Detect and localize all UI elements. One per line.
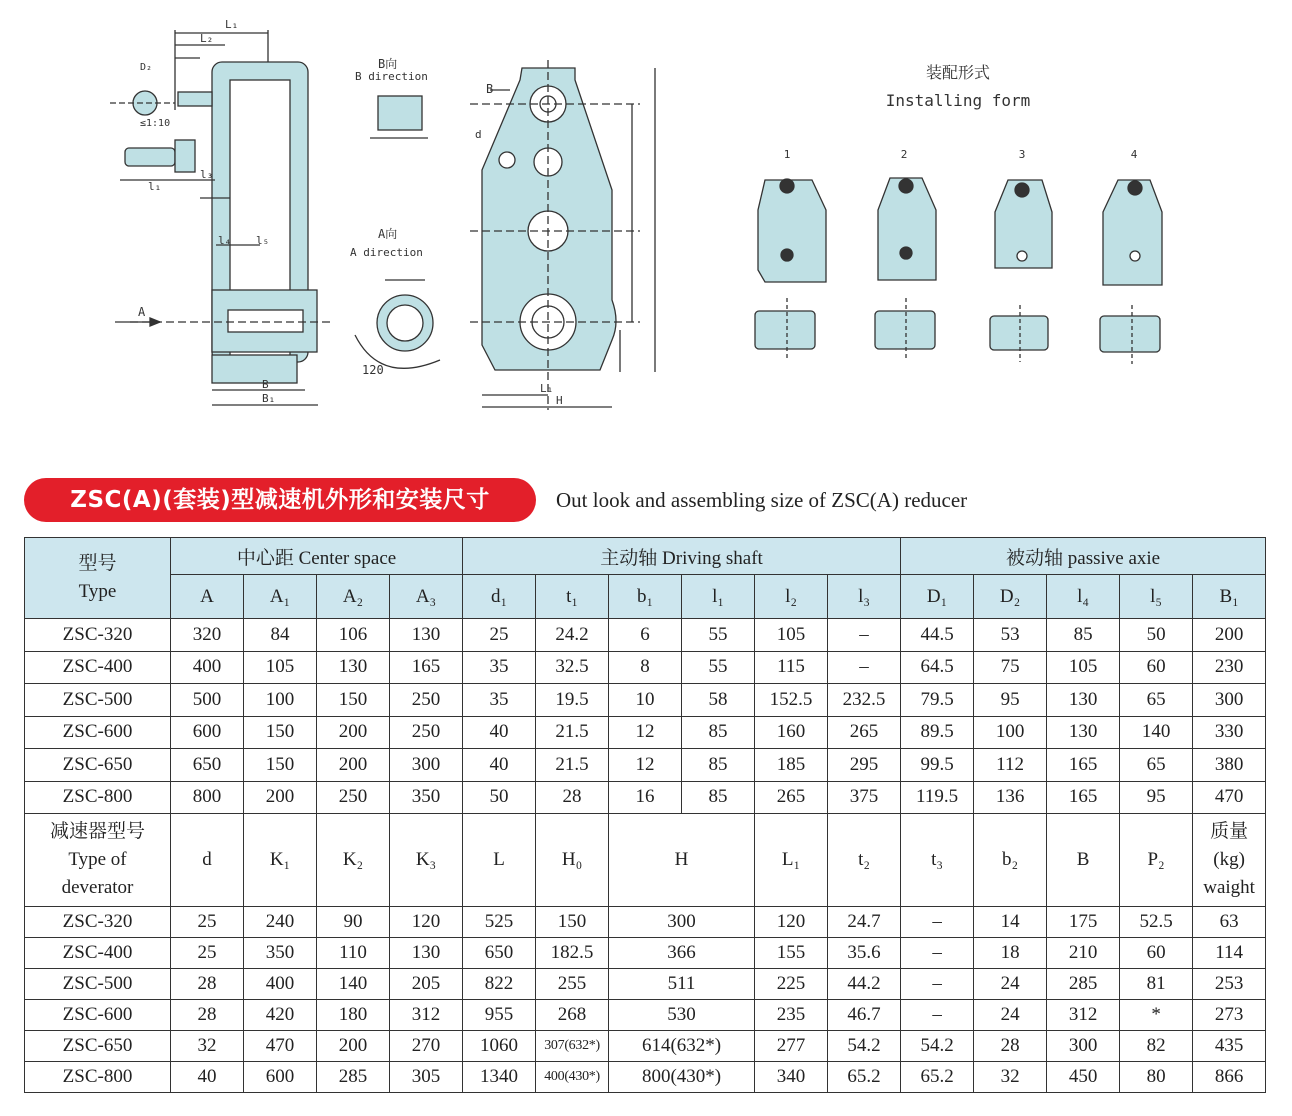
table-cell: 81 [1120, 969, 1193, 1000]
table-cell: 32 [171, 1031, 244, 1062]
table-cell: 85 [682, 749, 755, 782]
table-cell: 99.5 [901, 749, 974, 782]
table-cell: 52.5 [1120, 907, 1193, 938]
dimension-table [24, 537, 1266, 1093]
table-cell: 85 [682, 716, 755, 749]
table-cell: 105 [755, 619, 828, 652]
table-cell: 24.2 [536, 619, 609, 652]
svg-text:B: B [262, 378, 269, 391]
table-cell: * [1120, 1000, 1193, 1031]
table-cell: 130 [390, 619, 463, 652]
column-header: P₂ [1120, 814, 1193, 907]
table-cell: 65.2 [901, 1062, 974, 1093]
installing-form-2 [875, 178, 936, 360]
table-cell: 250 [390, 716, 463, 749]
table-cell: 64.5 [901, 651, 974, 684]
table-cell: 232.5 [828, 684, 901, 717]
table-cell: 330 [1193, 716, 1266, 749]
table-cell: 300 [1193, 684, 1266, 717]
table-cell: 400 [244, 969, 317, 1000]
table-cell: 175 [1047, 907, 1120, 938]
table-cell: 35.6 [828, 938, 901, 969]
column-header: b₁ [609, 575, 682, 619]
table-cell: 600 [171, 716, 244, 749]
table-cell: 18 [974, 938, 1047, 969]
table-cell: 84 [244, 619, 317, 652]
table-cell: 110 [317, 938, 390, 969]
column-header: K₂ [317, 814, 390, 907]
table-cell: ZSC-320 [25, 619, 171, 652]
table-cell: 40 [463, 716, 536, 749]
table-cell: 180 [317, 1000, 390, 1031]
table-cell: 400(430*) [536, 1062, 609, 1093]
column-header: t₂ [828, 814, 901, 907]
table-cell: 35 [463, 651, 536, 684]
column-header: A [171, 575, 244, 619]
table-row [25, 781, 1266, 814]
svg-text:l₅: l₅ [256, 234, 270, 247]
table-cell: 240 [244, 907, 317, 938]
table-cell: 136 [974, 781, 1047, 814]
column-header: b₂ [974, 814, 1047, 907]
svg-text:L₂: L₂ [200, 32, 214, 45]
table-cell: 32.5 [536, 651, 609, 684]
table-cell: 40 [463, 749, 536, 782]
table-cell: 100 [974, 716, 1047, 749]
table-cell: 150 [244, 716, 317, 749]
installing-form-4 [1100, 180, 1162, 364]
table-cell: 250 [317, 781, 390, 814]
table-cell: 155 [755, 938, 828, 969]
table-cell: 650 [463, 938, 536, 969]
table-cell: 350 [390, 781, 463, 814]
table-row [25, 1000, 1266, 1031]
table-cell: 65 [1120, 684, 1193, 717]
table-cell: 210 [1047, 938, 1120, 969]
table-cell: 50 [463, 781, 536, 814]
column-header: t₁ [536, 575, 609, 619]
b-direction-detail [370, 96, 428, 138]
table-cell: 115 [755, 651, 828, 684]
group-header-center-space: 中心距 Center space [171, 538, 463, 575]
section-title-banner: ZSC(A)(套装)型减速机外形和安装尺寸 [24, 478, 536, 522]
table-cell: 255 [536, 969, 609, 1000]
table-cell: 140 [317, 969, 390, 1000]
table-cell: 44.5 [901, 619, 974, 652]
table-cell: 270 [390, 1031, 463, 1062]
table-cell: 55 [682, 651, 755, 684]
table-cell: 8 [609, 651, 682, 684]
table-cell: ZSC-400 [25, 938, 171, 969]
form-number-4: 4 [1130, 148, 1138, 161]
table-cell: ZSC-800 [25, 781, 171, 814]
table-cell: 200 [317, 716, 390, 749]
table-cell: 130 [317, 651, 390, 684]
table-cell: 60 [1120, 938, 1193, 969]
table-cell: 1060 [463, 1031, 536, 1062]
b-direction-label: B向 [378, 57, 398, 71]
column-header: A₃ [390, 575, 463, 619]
table-cell: – [901, 907, 974, 938]
table-cell: 650 [171, 749, 244, 782]
table-cell: 120 [390, 907, 463, 938]
table-cell: 200 [244, 781, 317, 814]
table-cell: 285 [317, 1062, 390, 1093]
table-cell: 85 [1047, 619, 1120, 652]
table-cell: 40 [171, 1062, 244, 1093]
table-cell: 58 [682, 684, 755, 717]
table-cell: 120 [755, 907, 828, 938]
installing-form-title-cn: 装配形式 [925, 63, 991, 82]
table-cell: ZSC-800 [25, 1062, 171, 1093]
svg-text:d: d [475, 128, 482, 141]
table-cell: 28 [171, 1000, 244, 1031]
table-cell: 530 [609, 1000, 755, 1031]
table-cell: 800(430*) [609, 1062, 755, 1093]
table-cell: 300 [1047, 1031, 1120, 1062]
table-cell: 312 [390, 1000, 463, 1031]
table-cell: 273 [1193, 1000, 1266, 1031]
table-cell: 65 [1120, 749, 1193, 782]
table-cell: 12 [609, 749, 682, 782]
table-cell: 150 [536, 907, 609, 938]
group-header-passive-axie: 被动轴 passive axie [901, 538, 1266, 575]
table-cell: 253 [1193, 969, 1266, 1000]
table-cell: 130 [390, 938, 463, 969]
form-number-3: 3 [1018, 148, 1026, 161]
table-cell: 55 [682, 619, 755, 652]
table-cell: – [901, 1000, 974, 1031]
table-cell: 19.5 [536, 684, 609, 717]
type-header: 型号 Type [25, 538, 171, 619]
table-cell: 90 [317, 907, 390, 938]
svg-text:B₁: B₁ [262, 392, 276, 405]
group-header-driving-shaft: 主动轴 Driving shaft [463, 538, 901, 575]
table-cell: 53 [974, 619, 1047, 652]
table-cell: 225 [755, 969, 828, 1000]
side-view-drawing [110, 30, 330, 405]
a-direction-en-label: A direction [350, 246, 423, 259]
table-cell: ZSC-650 [25, 749, 171, 782]
table-cell: 32 [974, 1062, 1047, 1093]
svg-text:l₃: l₃ [200, 168, 214, 181]
table-cell: 340 [755, 1062, 828, 1093]
a-direction-label: A向 [378, 227, 398, 241]
table-cell: – [901, 938, 974, 969]
technical-drawings [0, 0, 1292, 470]
svg-text:A: A [138, 305, 146, 319]
table-cell: 800 [171, 781, 244, 814]
table-cell: 150 [244, 749, 317, 782]
table-cell: ZSC-500 [25, 684, 171, 717]
table-cell: 63 [1193, 907, 1266, 938]
svg-text:B: B [486, 82, 494, 96]
table-cell: 205 [390, 969, 463, 1000]
column-header: l₄ [1047, 575, 1120, 619]
table-cell: 65.2 [828, 1062, 901, 1093]
table-cell: 300 [390, 749, 463, 782]
installing-form-title-en: Installing form [885, 91, 1031, 110]
table-row [25, 907, 1266, 938]
column-header: d₁ [463, 575, 536, 619]
table-cell: 80 [1120, 1062, 1193, 1093]
table-cell: 268 [536, 1000, 609, 1031]
table-cell: 160 [755, 716, 828, 749]
table-cell: 54.2 [828, 1031, 901, 1062]
table-cell: – [901, 969, 974, 1000]
table-cell: 375 [828, 781, 901, 814]
table-cell: 100 [244, 684, 317, 717]
table-row [25, 619, 1266, 652]
table-cell: 955 [463, 1000, 536, 1031]
table-cell: 300 [609, 907, 755, 938]
table-cell: 16 [609, 781, 682, 814]
table-cell: 265 [755, 781, 828, 814]
table-cell: ZSC-600 [25, 1000, 171, 1031]
column-header: t₃ [901, 814, 974, 907]
column-header: L₁ [755, 814, 828, 907]
section-subtitle: Out look and assembling size of ZSC(A) reducer [556, 488, 968, 512]
installing-form-1 [755, 179, 826, 360]
svg-text:L₁: L₁ [540, 382, 554, 395]
front-view-drawing [470, 60, 655, 410]
table-cell: 35 [463, 684, 536, 717]
table-cell: 250 [390, 684, 463, 717]
table-cell: 470 [244, 1031, 317, 1062]
table-cell: 600 [244, 1062, 317, 1093]
table-cell: 24 [974, 1000, 1047, 1031]
installing-form-3 [990, 180, 1052, 362]
table-cell: 25 [463, 619, 536, 652]
table-cell: 277 [755, 1031, 828, 1062]
column-header: K₃ [390, 814, 463, 907]
table-cell: 6 [609, 619, 682, 652]
type-of-deverator-header: 减速器型号 Type of deverator [25, 814, 171, 907]
table-cell: 130 [1047, 684, 1120, 717]
table-cell: 54.2 [901, 1031, 974, 1062]
table-cell: 350 [244, 938, 317, 969]
table-cell: 435 [1193, 1031, 1266, 1062]
table-cell: 21.5 [536, 716, 609, 749]
column-header: A₁ [244, 575, 317, 619]
table-cell: 46.7 [828, 1000, 901, 1031]
table-cell: 182.5 [536, 938, 609, 969]
table-cell: 185 [755, 749, 828, 782]
table-cell: 285 [1047, 969, 1120, 1000]
table-cell: 305 [390, 1062, 463, 1093]
table-cell: 85 [682, 781, 755, 814]
table-cell: 44.2 [828, 969, 901, 1000]
svg-text:l₁: l₁ [148, 180, 162, 193]
table-cell: 866 [1193, 1062, 1266, 1093]
table-cell: 105 [1047, 651, 1120, 684]
table-cell: 265 [828, 716, 901, 749]
table-cell: 112 [974, 749, 1047, 782]
table-cell: 420 [244, 1000, 317, 1031]
table-row [25, 1031, 1266, 1062]
table-cell: 525 [463, 907, 536, 938]
table-cell: – [828, 619, 901, 652]
table-cell: 320 [171, 619, 244, 652]
column-header: D₂ [974, 575, 1047, 619]
table-cell: 380 [1193, 749, 1266, 782]
column-header: B₁ [1193, 575, 1266, 619]
table-cell: 28 [171, 969, 244, 1000]
table-cell: 165 [1047, 749, 1120, 782]
table-cell: 75 [974, 651, 1047, 684]
table-cell: 400 [171, 651, 244, 684]
table-cell: 450 [1047, 1062, 1120, 1093]
table-cell: 130 [1047, 716, 1120, 749]
table-cell: 24 [974, 969, 1047, 1000]
column-header: K₁ [244, 814, 317, 907]
table-row [25, 651, 1266, 684]
table-cell: 200 [317, 1031, 390, 1062]
column-header: d [171, 814, 244, 907]
form-number-1: 1 [783, 148, 791, 161]
weight-header: 质量 (kg) waight [1193, 814, 1266, 907]
svg-text:≤1:10: ≤1:10 [140, 118, 171, 129]
table-cell: 89.5 [901, 716, 974, 749]
table-cell: 307(632*) [536, 1031, 609, 1062]
table-cell: 105 [244, 651, 317, 684]
table-cell: ZSC-400 [25, 651, 171, 684]
table-cell: 235 [755, 1000, 828, 1031]
table-cell: 60 [1120, 651, 1193, 684]
table-cell: 50 [1120, 619, 1193, 652]
table-cell: 165 [390, 651, 463, 684]
column-header: B [1047, 814, 1120, 907]
column-header: D₁ [901, 575, 974, 619]
table-cell: 150 [317, 684, 390, 717]
table-cell: 312 [1047, 1000, 1120, 1031]
table-cell: 614(632*) [609, 1031, 755, 1062]
table-cell: ZSC-650 [25, 1031, 171, 1062]
table-cell: 1340 [463, 1062, 536, 1093]
table-cell: 366 [609, 938, 755, 969]
table-cell: – [828, 651, 901, 684]
table-cell: 165 [1047, 781, 1120, 814]
column-header: l₃ [828, 575, 901, 619]
table-row [25, 749, 1266, 782]
table-cell: ZSC-600 [25, 716, 171, 749]
svg-text:D₂: D₂ [140, 62, 153, 73]
table-cell: 152.5 [755, 684, 828, 717]
table-cell: 12 [609, 716, 682, 749]
svg-text:H: H [556, 394, 563, 407]
b-direction-en-label: B direction [355, 70, 428, 83]
table-cell: 28 [974, 1031, 1047, 1062]
svg-text:L₁: L₁ [225, 18, 239, 31]
form-number-2: 2 [900, 148, 908, 161]
table-row [25, 938, 1266, 969]
table-cell: 295 [828, 749, 901, 782]
table-row [25, 1062, 1266, 1093]
table-cell: 82 [1120, 1031, 1193, 1062]
column-header: l₁ [682, 575, 755, 619]
table-cell: 470 [1193, 781, 1266, 814]
table-cell: 822 [463, 969, 536, 1000]
table-cell: 200 [1193, 619, 1266, 652]
table-cell: ZSC-500 [25, 969, 171, 1000]
column-header: H [609, 814, 755, 907]
angle-label: 120 [362, 363, 384, 377]
table-row [25, 684, 1266, 717]
column-header: L [463, 814, 536, 907]
column-header: l₅ [1120, 575, 1193, 619]
table-cell: 95 [974, 684, 1047, 717]
table-cell: 14 [974, 907, 1047, 938]
table-cell: 24.7 [828, 907, 901, 938]
table-cell: 114 [1193, 938, 1266, 969]
table-cell: 21.5 [536, 749, 609, 782]
table-cell: 106 [317, 619, 390, 652]
table-cell: 28 [536, 781, 609, 814]
table-cell: 10 [609, 684, 682, 717]
column-header: H₀ [536, 814, 609, 907]
table-cell: 200 [317, 749, 390, 782]
table-cell: 140 [1120, 716, 1193, 749]
table-row [25, 716, 1266, 749]
a-direction-detail [355, 280, 440, 368]
table-cell: 500 [171, 684, 244, 717]
table-cell: 79.5 [901, 684, 974, 717]
table-cell: 25 [171, 938, 244, 969]
column-header: l₂ [755, 575, 828, 619]
table-cell: 511 [609, 969, 755, 1000]
table-cell: ZSC-320 [25, 907, 171, 938]
table-row [25, 969, 1266, 1000]
svg-text:l₄: l₄ [218, 234, 232, 247]
table-cell: 119.5 [901, 781, 974, 814]
table-cell: 25 [171, 907, 244, 938]
table-cell: 230 [1193, 651, 1266, 684]
column-header: A₂ [317, 575, 390, 619]
table-cell: 95 [1120, 781, 1193, 814]
